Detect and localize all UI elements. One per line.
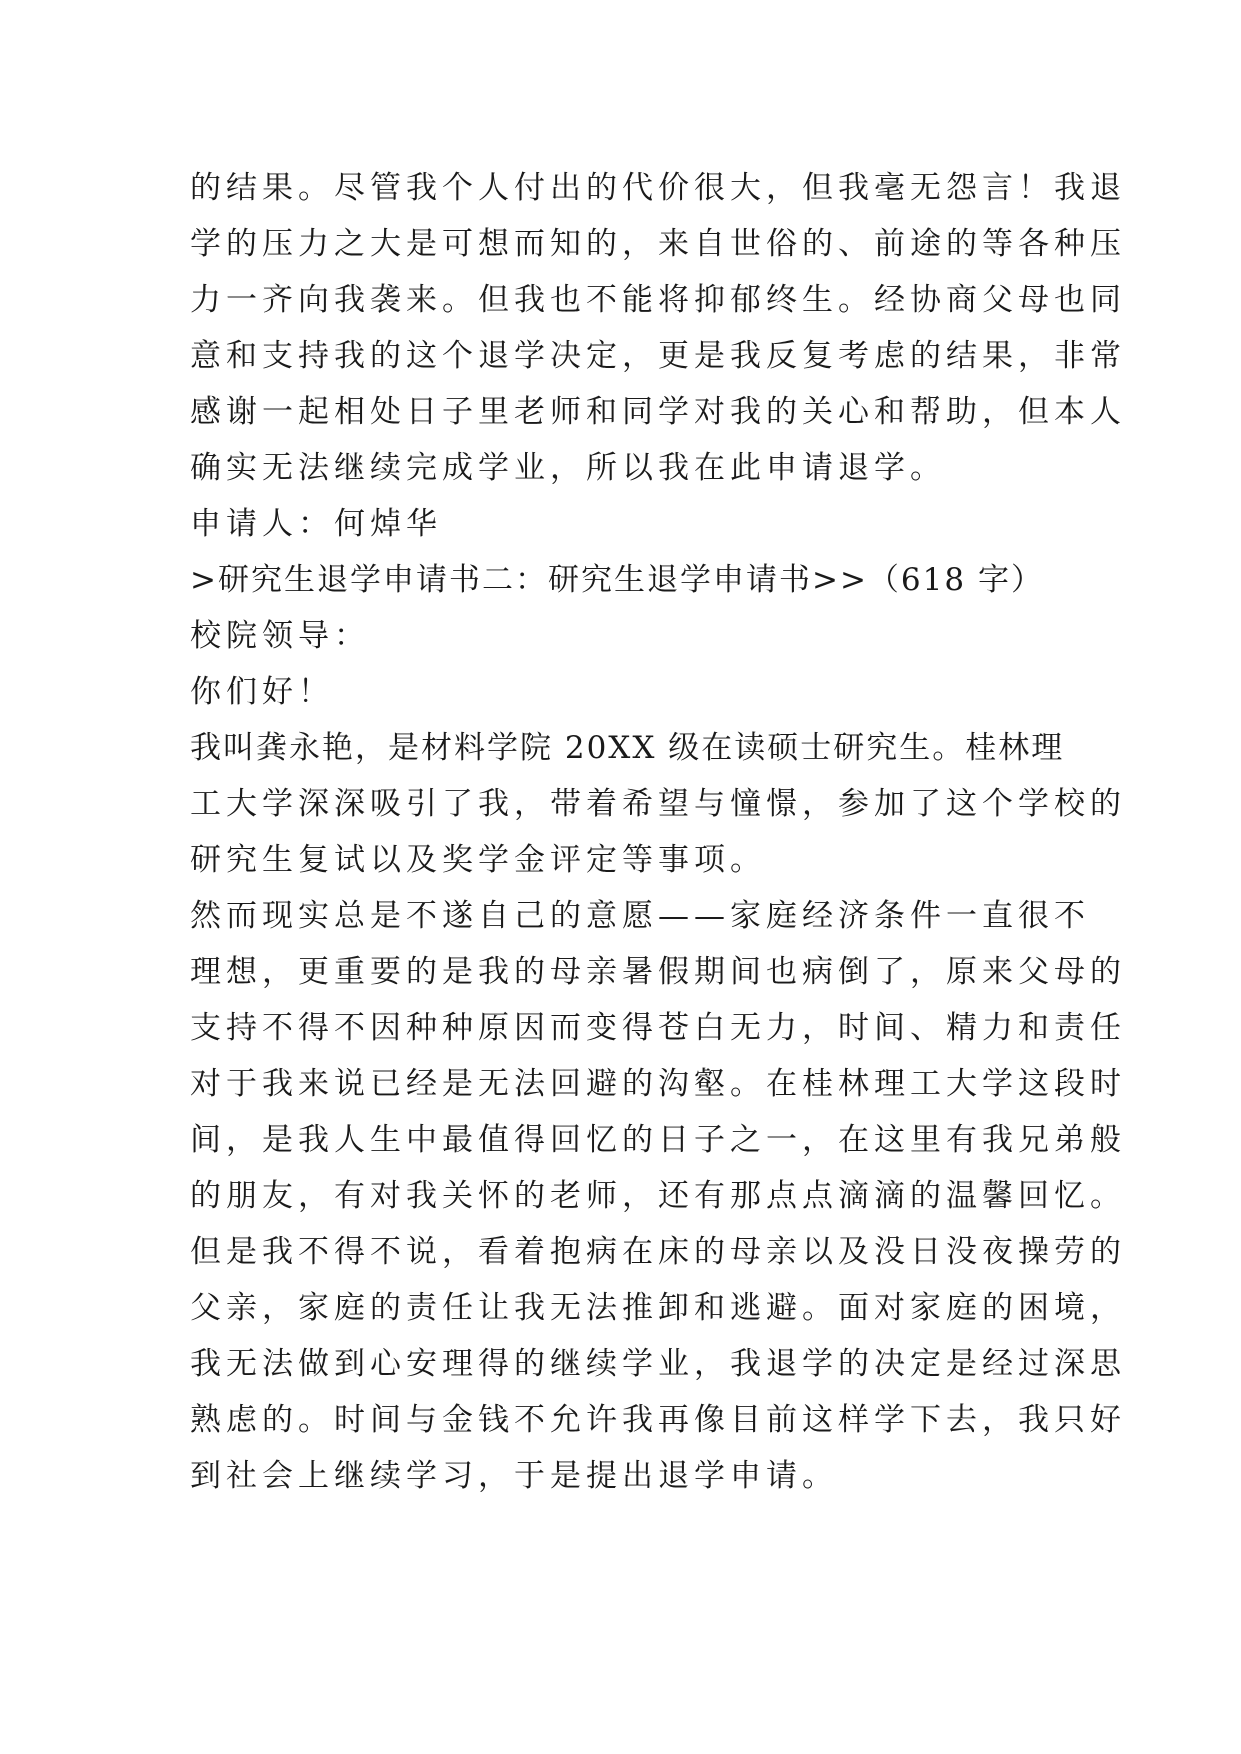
paragraph-line: 熟虑的。时间与金钱不允许我再像目前这样学下去，我只好 xyxy=(190,1402,1126,1438)
greeting: 你们好！ xyxy=(190,674,334,710)
paragraph-line: 父亲，家庭的责任让我无法推卸和逃避。面对家庭的困境， xyxy=(190,1290,1126,1326)
paragraph-line: 力一齐向我袭来。但我也不能将抑郁终生。经协商父母也同 xyxy=(190,282,1126,318)
paragraph-line: 意和支持我的这个退学决定，更是我反复考虑的结果，非常 xyxy=(190,338,1126,374)
paragraph-line: 学的压力之大是可想而知的，来自世俗的、前途的等各种压 xyxy=(190,226,1126,262)
applicant-signature: 申请人：何焯华 xyxy=(190,506,442,542)
paragraph-line: 但是我不得不说，看着抱病在床的母亲以及没日没夜操劳的 xyxy=(190,1234,1126,1270)
paragraph-line: 感谢一起相处日子里老师和同学对我的关心和帮助，但本人 xyxy=(190,394,1126,430)
paragraph-line: 然而现实总是不遂自己的意愿——家庭经济条件一直很不 xyxy=(190,898,1090,934)
paragraph-line: 的结果。尽管我个人付出的代价很大，但我毫无怨言！我退 xyxy=(190,170,1126,206)
paragraph-line: 到社会上继续学习，于是提出退学申请。 xyxy=(190,1458,838,1494)
paragraph-line: 确实无法继续完成学业，所以我在此申请退学。 xyxy=(190,450,946,486)
paragraph-line: 对于我来说已经是无法回避的沟壑。在桂林理工大学这段时 xyxy=(190,1066,1126,1102)
paragraph-line: 研究生复试以及奖学金评定等事项。 xyxy=(190,842,766,878)
paragraph-line: 我叫龚永艳，是材料学院 20XX 级在读硕士研究生。桂林理 xyxy=(190,730,1065,766)
salutation: 校院领导： xyxy=(190,618,370,654)
paragraph-line: 工大学深深吸引了我，带着希望与憧憬，参加了这个学校的 xyxy=(190,786,1126,822)
paragraph-line: 我无法做到心安理得的继续学业，我退学的决定是经过深思 xyxy=(190,1346,1126,1382)
paragraph-line: 的朋友，有对我关怀的老师，还有那点点滴滴的温馨回忆。 xyxy=(190,1178,1126,1214)
document-body xyxy=(190,160,1126,1504)
paragraph-line: 理想，更重要的是我的母亲暑假期间也病倒了，原来父母的 xyxy=(190,954,1126,990)
paragraph-line: 支持不得不因种种原因而变得苍白无力，时间、精力和责任 xyxy=(190,1010,1126,1046)
section-heading: >研究生退学申请书二：研究生退学申请书>>（618 字） xyxy=(190,562,1044,598)
paragraph-line: 间，是我人生中最值得回忆的日子之一，在这里有我兄弟般 xyxy=(190,1122,1126,1158)
